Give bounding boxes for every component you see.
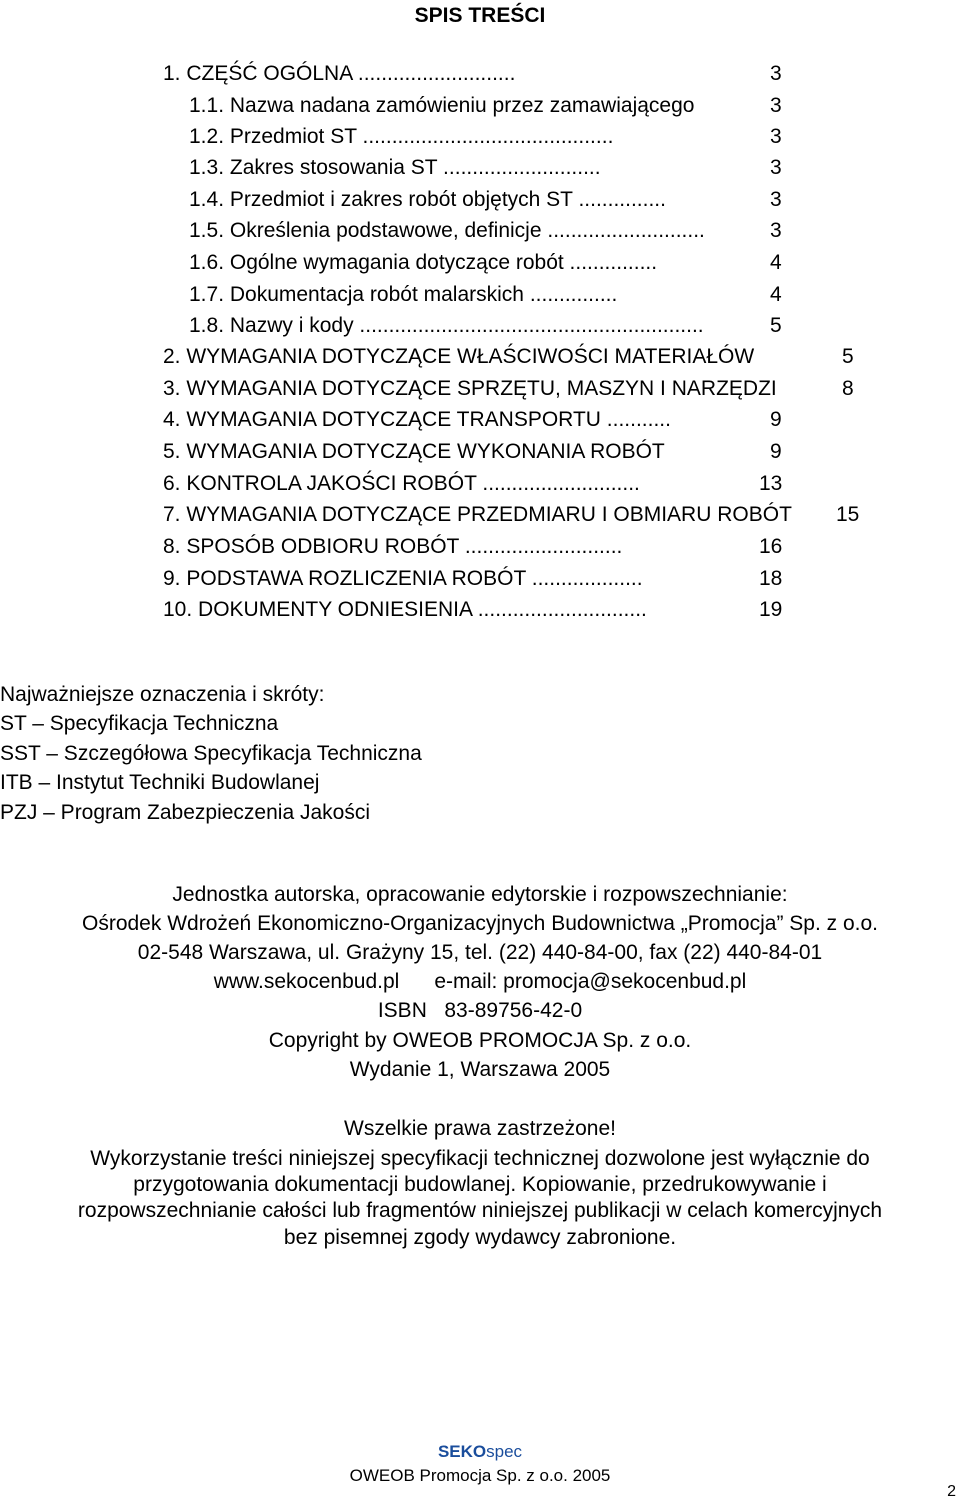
toc-entry-text: 1.1. Nazwa nadana zamówieniu przez zamawiającego <box>189 94 695 117</box>
rights-line: przygotowania dokumentacji budowlanej. Kopiowanie, przedrukowywanie i <box>133 1173 827 1196</box>
footer-organization: OWEOB Promocja Sp. z o.o. 2005 <box>349 1466 611 1485</box>
rights-line: Wykorzystanie treści niniejszej specyfikacji technicznej dozwolone jest wyłącznie do <box>90 1147 870 1170</box>
toc-entry-text: 1.6. Ogólne wymagania dotyczące robót ............... <box>189 251 658 274</box>
brand-bold: SEKO <box>437 1442 487 1461</box>
abbreviations-heading: Najważniejsze oznaczenia i skróty: <box>0 683 325 706</box>
toc-entry-text: 1.3. Zakres stosowania ST ........................... <box>189 156 601 179</box>
toc-entry-text: 1.8. Nazwy i kody ........................................................... <box>189 314 704 337</box>
brand-light: spec <box>486 1442 523 1461</box>
toc-entry-page: 15 <box>836 503 860 526</box>
rights-line: rozpowszechnianie całości lub fragmentów niniejszej publikacji w celach komercyjnych <box>77 1199 883 1222</box>
toc-entry-page: 18 <box>759 567 783 590</box>
toc-entry-page: 8 <box>842 377 854 400</box>
abbreviation-item: PZJ – Program Zabezpieczenia Jakości <box>0 801 370 824</box>
toc-entry-page: 4 <box>770 283 782 306</box>
toc-entry-page: 16 <box>759 535 783 558</box>
publisher-line: Jednostka autorska, opracowanie edytorskie i rozpowszechnianie: <box>172 883 788 906</box>
toc-entry-page: 4 <box>770 251 782 274</box>
edition: Wydanie 1, Warszawa 2005 <box>349 1058 611 1081</box>
toc-entry-text: 1.4. Przedmiot i zakres robót objętych ST ............... <box>189 188 666 211</box>
abbreviation-item: SST – Szczegółowa Specyfikacja Techniczna <box>0 742 422 765</box>
toc-entry-page: 3 <box>770 125 782 148</box>
publisher-address: 02-548 Warszawa, ul. Grażyny 15, tel. (22) 440-84-00, fax (22) 440-84-01 <box>137 941 823 964</box>
toc-entry-text: 3. WYMAGANIA DOTYCZĄCE SPRZĘTU, MASZYN I NARZĘDZI <box>163 377 777 400</box>
toc-entry-page: 3 <box>770 219 782 242</box>
toc-entry-text: 1.7. Dokumentacja robót malarskich ............... <box>189 283 618 306</box>
rights-line: bez pisemnej zgody wydawcy zabronione. <box>283 1226 677 1249</box>
toc-entry-page: 3 <box>770 188 782 211</box>
toc-entry-page: 3 <box>770 156 782 179</box>
toc-entry-page: 3 <box>770 94 782 117</box>
toc-entry-text: 2. WYMAGANIA DOTYCZĄCE WŁAŚCIWOŚCI MATERIAŁÓW <box>163 345 755 368</box>
abbreviation-item: ST – Specyfikacja Techniczna <box>0 712 279 735</box>
isbn: ISBN 83-89756-42-0 <box>377 999 583 1022</box>
publisher-contact: www.sekocenbud.pl e-mail: promocja@sekocenbud.pl <box>213 970 747 993</box>
brand-logo <box>0 1442 960 1462</box>
toc-entry-text: 9. PODSTAWA ROZLICZENIA ROBÓT ................... <box>163 567 643 590</box>
toc-entry-text: 1.5. Określenia podstawowe, definicje ........................... <box>189 219 705 242</box>
toc-entry-text: 4. WYMAGANIA DOTYCZĄCE TRANSPORTU ........... <box>163 408 671 431</box>
toc-entry-page: 3 <box>770 62 782 85</box>
toc-entry-page: 5 <box>770 314 782 337</box>
toc-entry-text: 10. DOKUMENTY ODNIESIENIA ............................. <box>163 598 647 621</box>
abbreviation-item: ITB – Instytut Techniki Budowlanej <box>0 771 320 794</box>
toc-entry-text: 5. WYMAGANIA DOTYCZĄCE WYKONANIA ROBÓT <box>163 440 665 463</box>
page-title: SPIS TREŚCI <box>414 4 546 27</box>
toc-entry-text: 6. KONTROLA JAKOŚCI ROBÓT ........................... <box>163 472 640 495</box>
toc-entry-page: 13 <box>759 472 783 495</box>
page-number: 2 <box>947 1483 956 1500</box>
publisher-name: Ośrodek Wdrożeń Ekonomiczno-Organizacyjnych Budownictwa „Promocja” Sp. z o.o. <box>82 912 878 935</box>
rights-heading: Wszelkie prawa zastrzeżone! <box>344 1117 616 1140</box>
toc-entry-text: 8. SPOSÓB ODBIORU ROBÓT ........................... <box>163 535 623 558</box>
toc-entry-text: 1.2. Przedmiot ST ........................................... <box>189 125 614 148</box>
toc-entry-text: 7. WYMAGANIA DOTYCZĄCE PRZEDMIARU I OBMIARU ROBÓT <box>163 503 792 526</box>
toc-entry-page: 19 <box>759 598 783 621</box>
toc-entry-text: 1. CZĘŚĆ OGÓLNA ........................... <box>163 62 516 85</box>
toc-entry-page: 5 <box>842 345 854 368</box>
toc-entry-page: 9 <box>770 408 782 431</box>
copyright: Copyright by OWEOB PROMOCJA Sp. z o.o. <box>268 1029 692 1052</box>
toc-entry-page: 9 <box>770 440 782 463</box>
